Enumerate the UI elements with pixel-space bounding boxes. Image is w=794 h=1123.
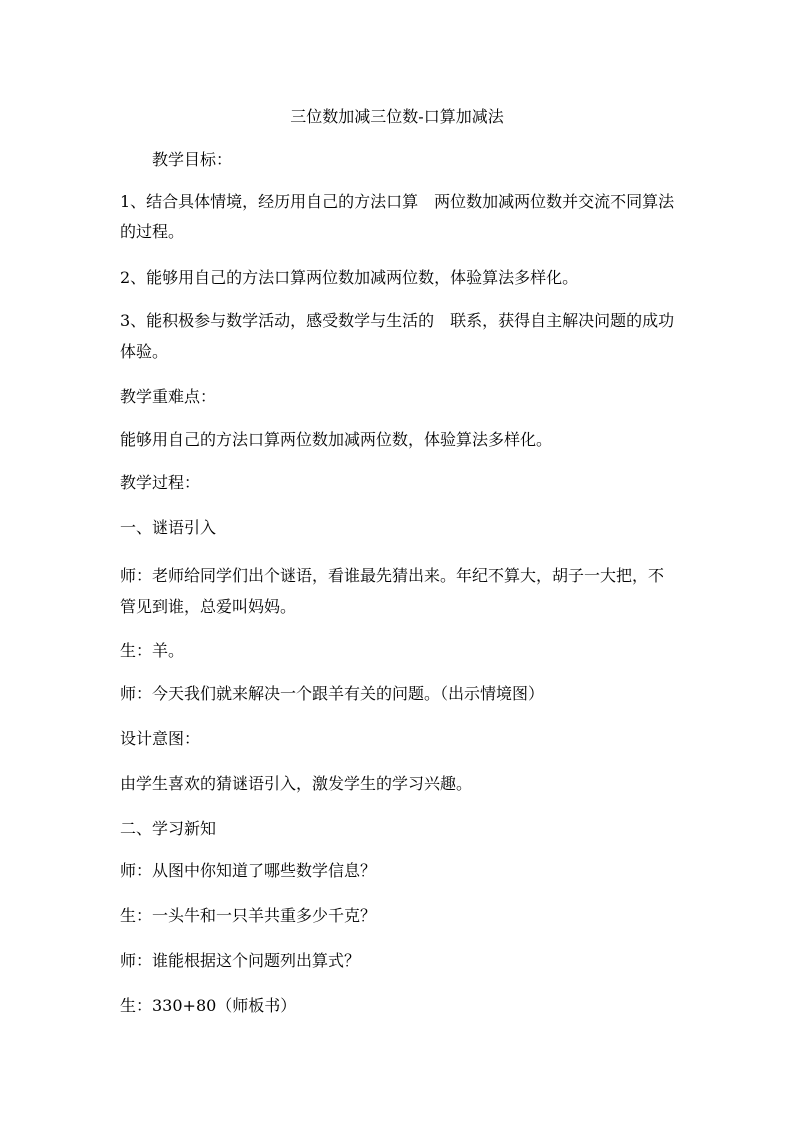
heading-design-intent: 设计意图：: [120, 729, 201, 748]
objective-1-line-1: 1、结合具体情境，经历用自己的方法口算 两位数加减两位数并交流不同算法: [120, 192, 675, 211]
objective-3-line-2: 体验。: [120, 342, 169, 361]
dialogue-teacher-1-line-2: 管见到谁，总爱叫妈妈。: [120, 597, 297, 616]
dialogue-teacher-4: 师：谁能根据这个问题列出算式？: [120, 951, 361, 970]
section-1-heading: 一、谜语引入: [120, 518, 217, 537]
key-points-text: 能够用自己的方法口算两位数加减两位数，体验算法多样化。: [120, 430, 553, 449]
section-2-heading: 二、学习新知: [120, 819, 217, 838]
objective-3-line-1: 3、能积极参与数学活动，感受数学与生活的 联系，获得自主解决问题的成功: [120, 311, 675, 330]
heading-teaching-objectives: 教学目标：: [152, 150, 233, 169]
document-title: 三位数加减三位数-口算加减法: [290, 107, 504, 126]
dialogue-teacher-3: 师：从图中你知道了哪些数学信息？: [120, 861, 377, 880]
objective-1-line-2: 的过程。: [120, 222, 185, 241]
dialogue-student-1: 生：羊。: [120, 641, 185, 660]
design-intent-text: 由学生喜欢的猜谜语引入，激发学生的学习兴趣。: [120, 774, 473, 793]
dialogue-student-3: 生：330+80（师板书）: [120, 996, 297, 1015]
dialogue-student-2: 生：一头牛和一只羊共重多少千克？: [120, 906, 377, 925]
dialogue-teacher-1-line-1: 师：老师给同学们出个谜语，看谁最先猜出来。年纪不算大，胡子一大把，不: [120, 566, 665, 585]
heading-key-points: 教学重难点：: [120, 387, 217, 406]
dialogue-teacher-2: 师：今天我们就来解决一个跟羊有关的问题。（出示情境图）: [120, 684, 545, 703]
heading-teaching-process: 教学过程：: [120, 473, 201, 492]
objective-2: 2、能够用自己的方法口算两位数加减两位数，体验算法多样化。: [120, 268, 579, 287]
